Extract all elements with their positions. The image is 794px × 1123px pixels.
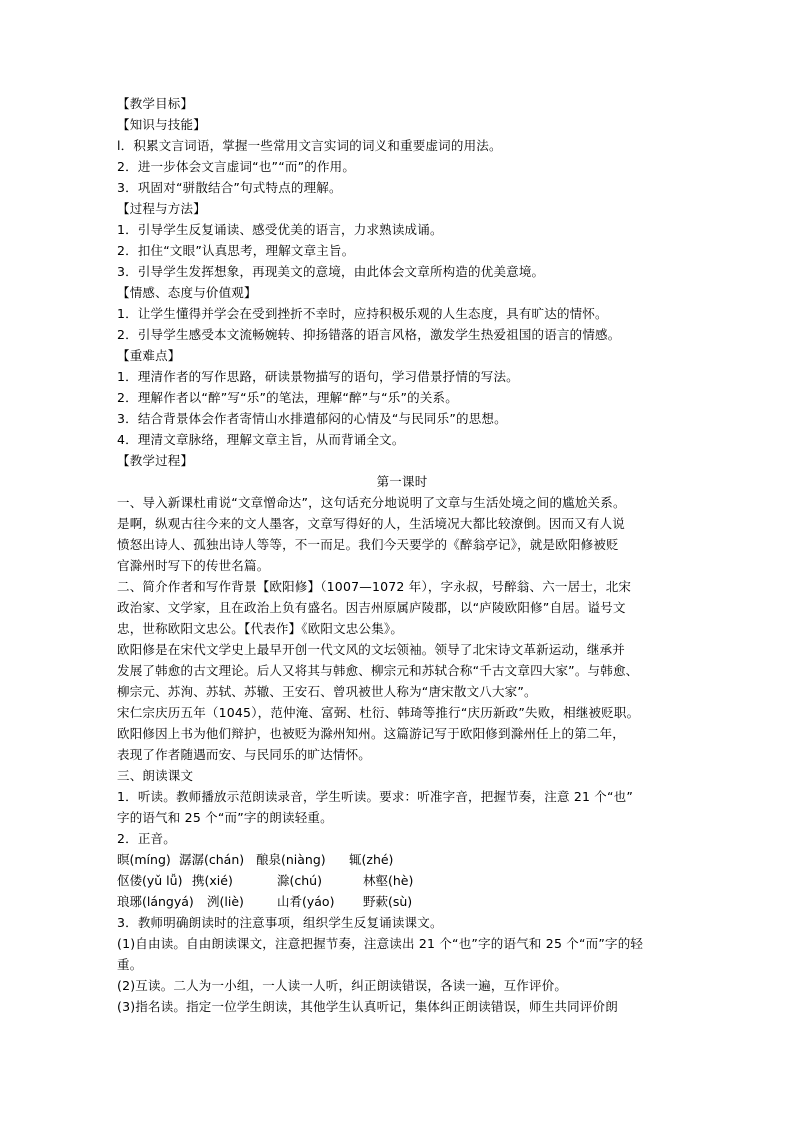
key-item: 3．结合背景体会作者寄情山水排遣郁闷的心情及“与民同乐”的思想。 bbox=[117, 411, 507, 426]
pinyin-row bbox=[117, 870, 687, 891]
knowledge-heading: 【知识与技能】 bbox=[117, 117, 206, 132]
emotion-item: 1．让学生懂得并学会在受到挫折不幸时，应持积极乐观的人生态度，具有旷达的情怀。 bbox=[117, 306, 608, 321]
literature-paragraph-line: 柳宗元、苏洵、苏轼、苏辙、王安石、曾巩被世人称为“唐宋散文八大家”。 bbox=[117, 684, 537, 699]
pinyin-row bbox=[117, 849, 687, 870]
pinyin-item: 酿泉(niàng) bbox=[256, 852, 326, 867]
intro-paragraph-line: 官滁州时写下的传世名篇。 bbox=[117, 558, 270, 573]
process-item: 2．扣住“文眼”认真思考，理解文章主旨。 bbox=[117, 243, 355, 258]
key-item: 4．理清文章脉络，理解文章主旨，从而背诵全文。 bbox=[117, 432, 405, 447]
free-read-line: 重。 bbox=[117, 957, 143, 972]
listen-line: 字的语气和 25 个“而”字的朗读轻重。 bbox=[117, 810, 333, 825]
pinyin-item: 伛偻(yǔ lǚ) bbox=[117, 873, 183, 888]
pair-read-line: (2)互读。二人为一小组，一人读一人听，纠正朗读错误，各读一遍，互作评价。 bbox=[117, 978, 568, 993]
literature-paragraph-line: 发展了韩愈的古文理论。后人又将其与韩愈、柳宗元和苏轼合称“千古文章四大家”。与韩愈、 bbox=[117, 663, 639, 678]
pinyin-item: 琅琊(lángyá) bbox=[117, 894, 194, 909]
pinyin-item: 林壑(hè) bbox=[363, 873, 414, 888]
free-read-line: (1)自由读。自由朗读课文，注意把握节奏，注意读出 21 个“也”字的语气和 25 个“而”字的轻 bbox=[117, 936, 644, 951]
step-three-line: 3．教师明确朗读时的注意事项，组织学生反复诵读课文。 bbox=[117, 915, 443, 930]
background-paragraph-line: 欧阳修因上书为他们辩护，也被贬为滁州知州。这篇游记写于欧阳修到滁州任上的第二年， bbox=[117, 726, 626, 741]
pinyin-item: 暝(míng) bbox=[117, 852, 171, 867]
background-paragraph-line: 表现了作者随遇而安、与民同乐的旷达情怀。 bbox=[117, 747, 372, 762]
background-paragraph-line: 宋仁宗庆历五年（1045），范仲淹、富弼、杜衍、韩琦等推行“庆历新政”失败，相继被贬职。 bbox=[117, 705, 640, 720]
key-item: 1．理清作者的写作思路，研读景物描写的语句，学习借景抒情的写法。 bbox=[117, 369, 519, 384]
section-reading-heading: 三、朗读课文 bbox=[117, 768, 194, 783]
author-paragraph-line: 忠，世称欧阳文忠公。【代表作】《欧阳文忠公集》。 bbox=[117, 621, 404, 636]
intro-paragraph-line: 愤怒出诗人、孤独出诗人等等，不一而足。我们今天要学的《醉翁亭记》，就是欧阳修被贬 bbox=[117, 537, 619, 552]
key-heading: 【重难点】 bbox=[117, 348, 181, 363]
pinyin-item: 辄(zhé) bbox=[349, 852, 394, 867]
document-page bbox=[117, 93, 687, 1017]
intro-paragraph-line: 一、导入新课杜甫说“文章憎命达”，这句话充分地说明了文章与生活处境之间的尴尬关系。 bbox=[117, 495, 626, 510]
knowledge-item: 3．巩固对“骈散结合”句式特点的理解。 bbox=[117, 180, 342, 195]
pinyin-item: 洌(liè) bbox=[207, 894, 244, 909]
knowledge-item: 2．进一步体会文言虚词“也”“而”的作用。 bbox=[117, 159, 356, 174]
pronounce-heading: 2．正音。 bbox=[117, 831, 176, 846]
author-paragraph-line: 政治家、文学家，且在政治上负有盛名。因吉州原属庐陵郡，以“庐陵欧阳修”自居。谥号文 bbox=[117, 600, 626, 615]
pinyin-item: 山肴(yáo) bbox=[277, 894, 335, 909]
objectives-heading: 【教学目标】 bbox=[117, 96, 194, 111]
author-paragraph-line: 二、简介作者和写作背景【欧阳修】（1007—1072 年），字永叔，号醉翁、六一居士，北宋 bbox=[117, 579, 632, 594]
process-item: 3．引导学生发挥想象，再现美文的意境，由此体会文章所构造的优美意境。 bbox=[117, 264, 545, 279]
pinyin-item: 潺潺(chán) bbox=[179, 852, 245, 867]
listen-line: 1．听读。教师播放示范朗读录音，学生听读。要求：听准字音，把握节奏，注意 21 个“也” bbox=[117, 789, 634, 804]
pinyin-row bbox=[117, 891, 687, 912]
knowledge-item: l．积累文言词语，掌握一些常用文言实词的词义和重要虚词的用法。 bbox=[117, 138, 502, 153]
name-read-line: (3)指名读。指定一位学生朗读，其他学生认真听记，集体纠正朗读错误，师生共同评价朗 bbox=[117, 999, 618, 1014]
key-item: 2．理解作者以“醉”写“乐”的笔法，理解“醉”与“乐”的关系。 bbox=[117, 390, 458, 405]
pinyin-item: 野蔌(sù) bbox=[363, 894, 413, 909]
pinyin-item: 滁(chú) bbox=[277, 873, 322, 888]
pinyin-item: 携(xié) bbox=[192, 873, 233, 888]
emotion-item: 2．引导学生感受本文流畅婉转、抑扬错落的语言风格，激发学生热爱祖国的语言的情感。 bbox=[117, 327, 621, 342]
process-heading: 【过程与方法】 bbox=[117, 201, 206, 216]
lesson-title: 第一课时 bbox=[376, 474, 428, 489]
emotion-heading: 【情感、态度与价值观】 bbox=[117, 285, 257, 300]
teaching-heading: 【教学过程】 bbox=[117, 453, 194, 468]
process-item: 1．引导学生反复诵读、感受优美的语言，力求熟读成诵。 bbox=[117, 222, 443, 237]
intro-paragraph-line: 是啊，纵观古往今来的文人墨客，文章写得好的人，生活境况大都比较潦倒。因而又有人说 bbox=[117, 516, 626, 531]
literature-paragraph-line: 欧阳修是在宋代文学史上最早开创一代文风的文坛领袖。领导了北宋诗文革新运动，继承并 bbox=[117, 642, 626, 657]
